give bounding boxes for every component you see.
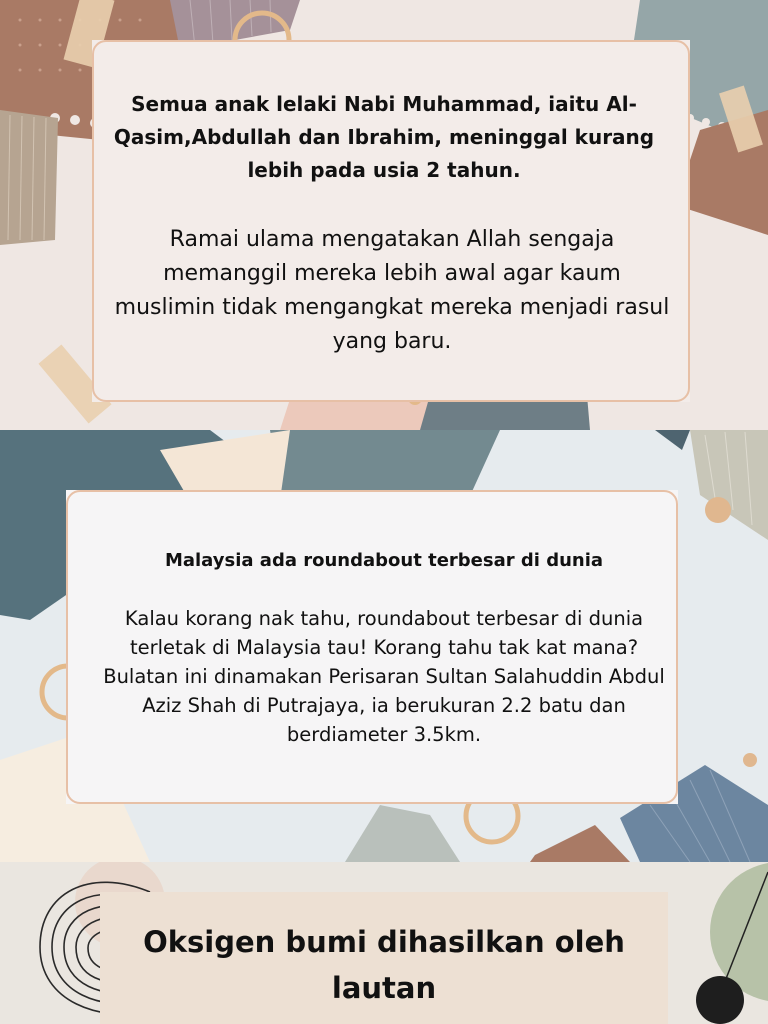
gold-dot [743, 753, 757, 767]
fact-title: Oksigen bumi dihasilkan oleh lautan [143, 925, 625, 1005]
fact-body: Kalau korang nak tahu, roundabout terbesar di dunia terletak di Malaysia tau! Korang tahu tak kat mana? Bulatan ini dinamakan Perisaran Sultan Salahuddin Abdul Aziz Shah di Putrajaya, ia berukuran 2.2 batu dan berdiameter 3.5km. [103, 607, 665, 746]
fact-body: Ramai ulama mengatakan Allah sengaja memanggil mereka lebih awal agar kaum muslimin tidak mengangkat mereka menjadi rasul yang baru. [114, 227, 670, 354]
slate-corner [655, 430, 690, 450]
fact-card-1 [0, 0, 768, 430]
fact-card-2 [0, 430, 768, 862]
fact-title: Semua anak lelaki Nabi Muhammad, iaitu Al-Qasim,Abdullah dan Ibrahim, meninggal kurang lebih pada usia 2 tahun. [113, 92, 655, 182]
black-dot [696, 976, 744, 1024]
brown-paper [530, 825, 630, 862]
fact-title: Malaysia ada roundabout terbesar di dunia [164, 550, 604, 571]
tan-lined-paper [0, 110, 58, 245]
grey-torn-paper [345, 805, 460, 862]
tan-lined-paper [690, 430, 768, 540]
gold-dot [705, 497, 731, 523]
fact-card-3 [0, 862, 768, 1024]
